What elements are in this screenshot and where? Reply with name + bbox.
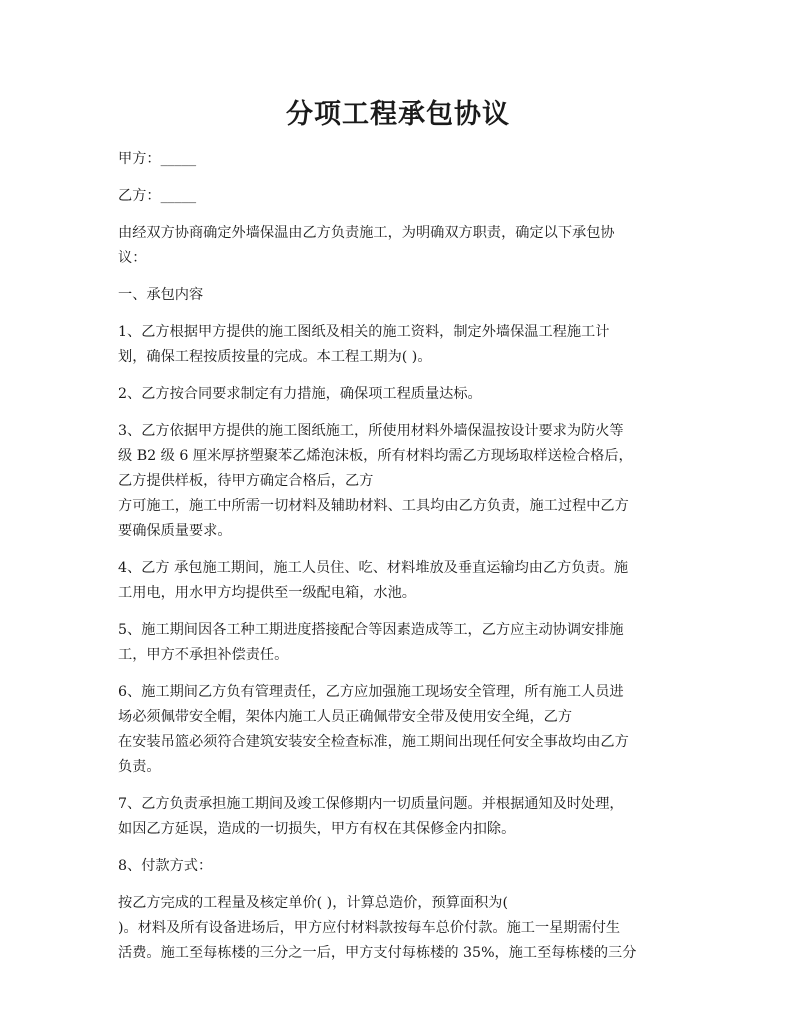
text-line: 议： [118, 250, 147, 266]
clause-1 [118, 320, 684, 370]
text-line: 5、施工期间因各工种工期进度搭接配合等因素造成等工，乙方应主动协调安排施 [118, 622, 624, 638]
clause-4 [118, 556, 684, 606]
section-heading: 一、承包内容 [118, 287, 204, 303]
text-line: 活费。施工至每栋楼的三分之一后，甲方支付每栋楼的 35%，施工至每栋楼的三分 [118, 945, 637, 961]
clause-5 [118, 618, 684, 668]
party-a-line: 甲方：_____ [118, 151, 197, 167]
clause-6 [118, 680, 684, 780]
text-line: 如因乙方延误，造成的一切损失，甲方有权在其保修金内扣除。 [118, 821, 516, 837]
text-line: 要确保质量要求。 [118, 523, 232, 539]
text-line: 3、乙方依据甲方提供的施工图纸施工，所使用材料外墙保温按设计要求为防火等 [118, 423, 624, 439]
text-line: 负责。 [118, 759, 161, 775]
text-line: 场必须佩带安全帽，架体内施工人员正确佩带安全带及使用安全绳，乙方 [118, 709, 573, 725]
clause-7 [118, 792, 684, 842]
clause-8-heading: 8、付款方式： [118, 858, 213, 874]
text-line: 4、乙方 承包施工期间，施工人员住、吃、材料堆放及垂直运输均由乙方负责。施 [118, 560, 629, 576]
text-line: 工，甲方不承担补偿责任。 [118, 647, 289, 663]
intro-paragraph [118, 221, 684, 271]
text-line: 工用电，用水甲方均提供至一级配电箱，水池。 [118, 585, 416, 601]
text-line: 按乙方完成的工程量及核定单价( )，计算总造价，预算面积为( [118, 895, 508, 911]
payment-paragraph [118, 891, 684, 966]
text-line: 由经双方协商确定外墙保温由乙方负责施工，为明确双方职责，确定以下承包协 [118, 225, 615, 241]
text-line: 在安装吊篮必须符合建筑安装安全检查标准，施工期间出现任何安全事故均由乙方 [118, 734, 629, 750]
clause-2: 2、乙方按合同要求制定有力措施，确保项工程质量达标。 [118, 386, 482, 402]
text-line: 级 B2 级 6 厘米厚挤塑聚苯乙烯泡沫板，所有材料均需乙方现场取样送检合格后， [118, 448, 633, 464]
text-line: 划，确保工程按质按量的完成。本工程工期为( )。 [118, 349, 432, 365]
party-b-line: 乙方：_____ [118, 188, 197, 204]
text-line: 7、乙方负责承担施工期间及竣工保修期内一切质量问题。并根据通知及时处理， [118, 796, 624, 812]
clause-3 [118, 419, 684, 544]
text-line: 方可施工，施工中所需一切材料及辅助材料、工具均由乙方负责，施工过程中乙方 [118, 498, 629, 514]
document-body [118, 147, 684, 966]
text-line: 6、施工期间乙方负有管理责任，乙方应加强施工现场安全管理，所有施工人员进 [118, 684, 624, 700]
text-line: )。材料及所有设备进场后，甲方应付材料款按每车总价付款。施工一星期需付生 [118, 920, 621, 936]
text-line: 乙方提供样板，待甲方确定合格后，乙方 [118, 473, 374, 489]
document-title: 分项工程承包协议 [286, 99, 510, 130]
text-line: 1、乙方根据甲方提供的施工图纸及相关的施工资料，制定外墙保温工程施工计 [118, 324, 610, 340]
